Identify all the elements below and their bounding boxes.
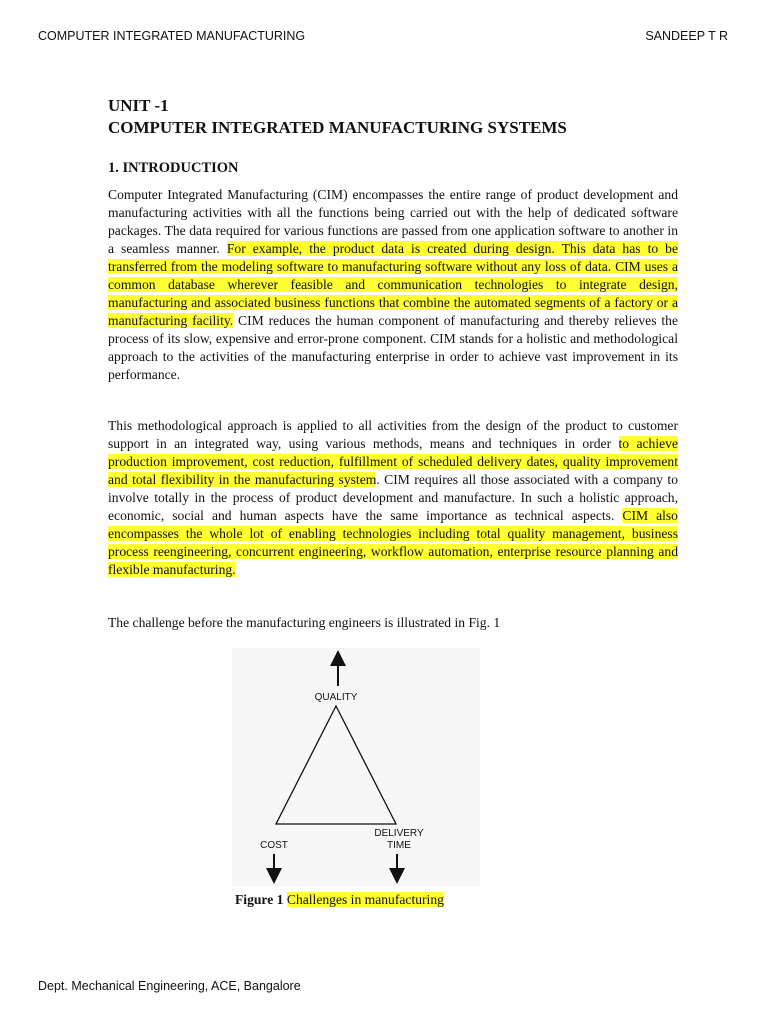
delivery-label: DELIVERY	[374, 828, 424, 839]
introduction-paragraph-2	[108, 417, 678, 579]
page-title	[108, 95, 567, 139]
running-header-author: SANDEEP T R	[645, 29, 728, 43]
paragraph-text: Computer Integrated Manufacturing (CIM) encompasses the entire range of product development and manufacturing activities with all the functions being carried out with the help of dedicated software packages. The data required for various functions are passed from one application software to another in a seamless manner.	[108, 187, 678, 256]
cost-label: COST	[260, 840, 288, 851]
unit-name: COMPUTER INTEGRATED MANUFACTURING SYSTEMS	[108, 118, 567, 137]
figure-caption-text: Challenges in manufacturing	[286, 892, 444, 907]
paragraph-text: . CIM requires all those associated with a company to involve totally in the process of product development and manufacture. In such a holistic approach, economic, social and human aspects have the same importance as technical aspects.	[108, 472, 678, 523]
section-heading: 1. INTRODUCTION	[108, 160, 239, 176]
figure-label: Figure 1	[235, 892, 284, 907]
unit-number: UNIT -1	[108, 96, 169, 115]
challenges-triangle-diagram	[232, 648, 480, 886]
introduction-paragraph-1	[108, 186, 678, 384]
highlighted-text: CIM also encompasses the whole lot of enabling technologies including total quality management, business process reengineering, concurrent engineering, workflow automation, enterprise resource planning and flexible manufacturing.	[108, 508, 678, 577]
time-label: TIME	[387, 840, 411, 851]
paragraph-text: CIM reduces the human component of manufacturing and thereby relieves the process of its slow, expensive and error-prone component. CIM stands for a holistic and methodological approach to the activities of the manufacturing enterprise in order to achieve vast improvement in its performance.	[108, 313, 678, 382]
paragraph-text: This methodological approach is applied to all activities from the design of the product to customer support in an integrated way, using various methods, means and techniques in order	[108, 418, 678, 451]
page-footer: Dept. Mechanical Engineering, ACE, Bangalore	[38, 979, 301, 993]
highlighted-text: For example, the product data is created during design. This data has to be transferred from the modeling software to manufacturing software without any loss of data. CIM uses a common database wherever feasible and communication technologies to integrate design, manufacturing and associated business functions that combine the automated segments of a factory or a manufacturing facility.	[108, 241, 678, 328]
running-header-left: COMPUTER INTEGRATED MANUFACTURING	[38, 29, 306, 43]
figure-reference-text: The challenge before the manufacturing engineers is illustrated in Fig. 1	[108, 615, 501, 630]
quality-label: QUALITY	[314, 692, 358, 703]
figure-caption	[235, 892, 444, 908]
highlighted-text: to achieve production improvement, cost reduction, fulfillment of scheduled delivery dates, quality improvement and total flexibility in the manufacturing system	[108, 436, 678, 487]
